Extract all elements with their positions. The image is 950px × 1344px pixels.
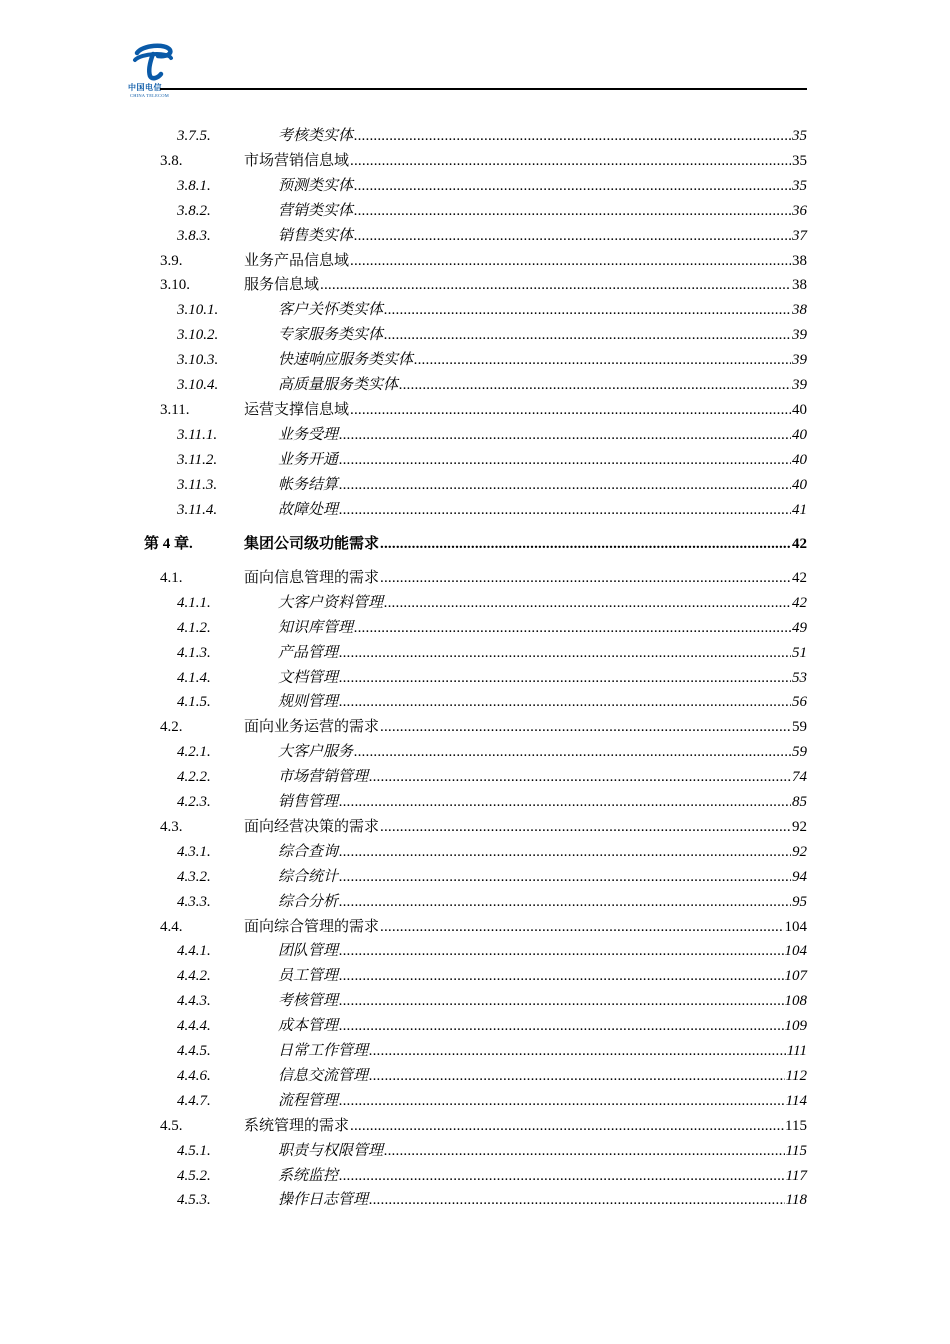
toc-dot-leader xyxy=(339,691,791,713)
toc-entry-line xyxy=(244,816,807,838)
toc-entry-title: 服务信息域 xyxy=(244,277,320,294)
toc-entry[interactable] xyxy=(0,175,950,197)
toc-entry-title: 流程管理 xyxy=(278,1092,339,1109)
toc-entry-page: 85 xyxy=(792,794,807,810)
toc-dot-leader xyxy=(339,791,791,813)
toc-entry-line xyxy=(278,349,807,371)
toc-entry-page: 42 xyxy=(792,536,807,553)
toc-dot-leader xyxy=(339,474,791,496)
toc-entry-title: 业务开通 xyxy=(278,451,339,468)
toc-entry-title: 专家服务类实体 xyxy=(278,327,384,344)
toc-entry-page: 38 xyxy=(792,302,807,319)
toc-entry-line xyxy=(244,274,807,296)
toc-entry[interactable] xyxy=(0,125,950,147)
toc-entry-line xyxy=(244,1115,807,1137)
toc-entry-page: 114 xyxy=(785,1092,807,1109)
toc-entry-number: 4.3.3. xyxy=(177,893,211,910)
toc-entry-title: 综合统计 xyxy=(278,868,339,885)
toc-entry[interactable] xyxy=(0,474,950,496)
toc-dot-leader xyxy=(354,125,791,147)
toc-dot-leader xyxy=(350,250,791,272)
toc-entry[interactable] xyxy=(0,916,950,938)
toc-entry-number: 4.4. xyxy=(160,918,183,935)
toc-entry-line xyxy=(278,324,807,346)
toc-entry[interactable] xyxy=(0,990,950,1012)
toc-entry-title: 知识库管理 xyxy=(278,619,354,636)
toc-entry[interactable] xyxy=(0,250,950,272)
toc-entry-number: 3.11. xyxy=(160,401,190,418)
toc-entry-page: 104 xyxy=(784,918,807,935)
toc-entry-title: 团队管理 xyxy=(278,943,339,960)
toc-dot-leader xyxy=(339,667,791,689)
toc-entry-page: 118 xyxy=(785,1192,807,1209)
toc-entry-page: 40 xyxy=(792,476,807,493)
toc-entry-title: 职责与权限管理 xyxy=(278,1142,384,1159)
toc-entry-title: 客户关怀类实体 xyxy=(278,302,384,319)
toc-entry-number: 4.1.2. xyxy=(177,619,211,636)
toc-entry-line xyxy=(244,916,807,938)
toc-entry[interactable] xyxy=(0,499,950,521)
toc-entry-title: 营销类实体 xyxy=(278,202,354,219)
toc-entry[interactable] xyxy=(0,1065,950,1087)
toc-entry[interactable] xyxy=(0,349,950,371)
toc-entry-page: 35 xyxy=(792,152,807,169)
toc-entry-line xyxy=(278,424,807,446)
toc-entry-line xyxy=(244,399,807,421)
toc-entry-line xyxy=(278,1165,807,1187)
toc-entry[interactable] xyxy=(0,716,950,738)
toc-entry-line xyxy=(278,741,807,763)
toc-entry-line xyxy=(278,200,807,222)
toc-entry[interactable] xyxy=(0,424,950,446)
toc-dot-leader xyxy=(350,150,791,172)
toc-entry-line xyxy=(244,250,807,272)
toc-entry[interactable] xyxy=(0,1090,950,1112)
toc-entry[interactable] xyxy=(0,741,950,763)
toc-entry-title: 日常工作管理 xyxy=(278,1043,369,1059)
toc-entry-number: 4.1.5. xyxy=(177,694,211,711)
toc-entry-title: 文档管理 xyxy=(278,669,339,686)
toc-entry-line xyxy=(278,766,807,788)
toc-entry-line xyxy=(278,940,807,962)
toc-entry-line xyxy=(244,533,807,555)
toc-entry-number: 3.8.2. xyxy=(177,202,211,219)
toc-dot-leader xyxy=(339,990,783,1012)
toc-entry-number: 3.9. xyxy=(160,252,183,269)
toc-entry-number: 3.10.1. xyxy=(177,302,219,319)
toc-dot-leader xyxy=(339,965,783,987)
toc-entry[interactable] xyxy=(0,592,950,614)
toc-entry-page: 104 xyxy=(784,943,807,960)
toc-entry-number: 4.1.3. xyxy=(177,644,211,661)
toc-entry[interactable] xyxy=(0,791,950,813)
toc-entry-title: 产品管理 xyxy=(278,644,339,661)
toc-dot-leader xyxy=(369,1065,785,1087)
toc-entry[interactable] xyxy=(0,1115,950,1137)
toc-entry-line xyxy=(278,499,807,521)
toc-entry-number: 3.11.1. xyxy=(177,426,218,443)
toc-entry[interactable] xyxy=(0,667,950,689)
toc-entry-title: 销售类实体 xyxy=(278,227,354,244)
toc-entry-page: 42 xyxy=(792,569,807,586)
toc-entry-title: 考核类实体 xyxy=(278,128,354,144)
toc-entry-number: 4.3.2. xyxy=(177,868,211,885)
logo-chinese-text: 中国电信 xyxy=(128,83,162,92)
toc-entry-line xyxy=(278,1040,807,1062)
toc-dot-leader xyxy=(339,866,791,888)
toc-dot-leader xyxy=(339,642,791,664)
toc-entry-page: 39 xyxy=(792,377,807,393)
toc-entry[interactable] xyxy=(0,866,950,888)
toc-entry-page: 109 xyxy=(784,1018,807,1035)
toc-entry-title: 故障处理 xyxy=(278,501,339,518)
toc-entry-number: 4.4.7. xyxy=(177,1092,211,1109)
toc-entry-title: 市场营销信息域 xyxy=(244,152,350,169)
toc-entry-title: 综合查询 xyxy=(278,843,339,860)
toc-entry-number: 4.4.2. xyxy=(177,968,211,985)
toc-entry[interactable] xyxy=(0,374,950,396)
toc-entry[interactable] xyxy=(0,617,950,639)
toc-entry-title: 员工管理 xyxy=(278,968,339,985)
toc-entry-number: 3.10.2. xyxy=(177,327,219,344)
toc-entry-number: 4.1.4. xyxy=(177,669,211,686)
toc-dot-leader xyxy=(380,916,783,938)
toc-entry-page: 38 xyxy=(792,277,807,294)
toc-entry-page: 112 xyxy=(785,1067,807,1084)
toc-dot-leader xyxy=(339,1090,785,1112)
toc-entry[interactable] xyxy=(0,449,950,471)
toc-dot-leader xyxy=(369,766,791,788)
toc-dot-leader xyxy=(380,533,791,555)
toc-dot-leader xyxy=(350,1115,784,1137)
toc-entry-page: 111 xyxy=(786,1043,807,1059)
toc-dot-leader xyxy=(354,175,791,197)
toc-entry[interactable] xyxy=(0,533,950,555)
toc-dot-leader xyxy=(339,891,791,913)
toc-entry-page: 115 xyxy=(785,1117,807,1134)
toc-dot-leader xyxy=(339,1165,785,1187)
toc-entry-page: 40 xyxy=(792,401,807,418)
toc-dot-leader xyxy=(354,617,791,639)
toc-entry[interactable] xyxy=(0,1189,950,1211)
toc-dot-leader xyxy=(339,1015,783,1037)
toc-dot-leader xyxy=(380,816,791,838)
toc-entry-line xyxy=(278,175,807,197)
toc-entry-title: 面向经营决策的需求 xyxy=(244,818,380,835)
toc-entry[interactable] xyxy=(0,324,950,346)
toc-entry-title: 业务受理 xyxy=(278,426,339,443)
toc-entry-line xyxy=(278,891,807,913)
toc-entry-page: 41 xyxy=(792,501,807,518)
toc-entry-line xyxy=(278,642,807,664)
toc-entry-number: 4.4.3. xyxy=(177,993,211,1010)
toc-entry-number: 3.11.4. xyxy=(177,501,218,518)
toc-entry[interactable] xyxy=(0,841,950,863)
toc-entry-title: 规则管理 xyxy=(278,694,339,711)
toc-entry[interactable] xyxy=(0,965,950,987)
toc-dot-leader xyxy=(369,1040,786,1062)
toc-entry-line xyxy=(278,866,807,888)
toc-entry-page: 40 xyxy=(792,426,807,443)
toc-entry-line xyxy=(278,617,807,639)
toc-entry-page: 95 xyxy=(792,893,807,910)
toc-entry-number: 4.2. xyxy=(160,719,183,736)
toc-entry-line xyxy=(278,299,807,321)
toc-entry[interactable] xyxy=(0,766,950,788)
toc-entry-title: 业务产品信息域 xyxy=(244,252,350,269)
toc-entry-line xyxy=(278,791,807,813)
toc-entry-line xyxy=(244,567,807,589)
toc-entry-line xyxy=(244,716,807,738)
toc-entry-line xyxy=(278,592,807,614)
toc-dot-leader xyxy=(320,274,791,296)
toc-entry-number: 4.4.5. xyxy=(177,1043,211,1059)
toc-dot-leader xyxy=(384,592,791,614)
toc-entry-number: 4.2.2. xyxy=(177,769,211,786)
toc-entry-page: 59 xyxy=(792,744,807,761)
toc-entry[interactable] xyxy=(0,940,950,962)
toc-dot-leader xyxy=(354,200,791,222)
toc-entry-line xyxy=(278,474,807,496)
toc-entry-number: 3.8.3. xyxy=(177,227,211,244)
toc-entry-number: 3.10.4. xyxy=(177,377,219,393)
toc-entry-line xyxy=(244,150,807,172)
toc-entry-title: 集团公司级功能需求 xyxy=(244,536,380,553)
toc-entry-page: 51 xyxy=(792,644,807,661)
toc-dot-leader xyxy=(380,716,791,738)
toc-entry[interactable] xyxy=(0,816,950,838)
toc-entry-line xyxy=(278,374,807,396)
toc-entry-number: 4.5.3. xyxy=(177,1192,211,1209)
header-divider xyxy=(160,88,807,90)
toc-entry-line xyxy=(278,1140,807,1162)
toc-entry-title: 帐务结算 xyxy=(278,476,339,493)
toc-entry-number: 4.2.3. xyxy=(177,794,211,810)
toc-entry[interactable] xyxy=(0,567,950,589)
toc-entry-number: 4.1.1. xyxy=(177,594,211,611)
toc-entry[interactable] xyxy=(0,299,950,321)
toc-entry-line xyxy=(278,1189,807,1211)
toc-entry-page: 94 xyxy=(792,868,807,885)
toc-entry-title: 操作日志管理 xyxy=(278,1192,369,1209)
toc-entry-line xyxy=(278,841,807,863)
toc-entry-page: 115 xyxy=(785,1142,807,1159)
toc-entry-line xyxy=(278,1090,807,1112)
toc-entry-line xyxy=(278,990,807,1012)
toc-entry-page: 74 xyxy=(792,769,807,786)
toc-entry-page: 117 xyxy=(785,1167,807,1184)
toc-entry-number: 4.4.4. xyxy=(177,1018,211,1035)
toc-entry-line xyxy=(278,965,807,987)
toc-dot-leader xyxy=(339,499,791,521)
toc-entry-number: 3.8. xyxy=(160,152,183,169)
toc-entry-page: 42 xyxy=(792,594,807,611)
logo-english-text: CHINA TELECOM xyxy=(130,93,169,98)
toc-entry-page: 40 xyxy=(792,451,807,468)
toc-entry[interactable] xyxy=(0,1015,950,1037)
toc-entry-number: 4.4.6. xyxy=(177,1067,211,1084)
toc-dot-leader xyxy=(414,349,791,371)
toc-entry-number: 4.3.1. xyxy=(177,843,211,860)
toc-dot-leader xyxy=(369,1189,785,1211)
toc-entry-title: 考核管理 xyxy=(278,993,339,1010)
toc-dot-leader xyxy=(339,940,783,962)
toc-entry-title: 销售管理 xyxy=(278,794,339,810)
toc-entry-page: 49 xyxy=(792,619,807,636)
toc-entry-number: 4.5.1. xyxy=(177,1142,211,1159)
toc-entry[interactable] xyxy=(0,200,950,222)
toc-entry[interactable] xyxy=(0,150,950,172)
toc-entry[interactable] xyxy=(0,891,950,913)
toc-entry-page: 92 xyxy=(792,818,807,835)
toc-entry[interactable] xyxy=(0,1040,950,1062)
toc-entry-page: 35 xyxy=(792,177,807,194)
toc-dot-leader xyxy=(384,299,791,321)
toc-dot-leader xyxy=(384,1140,785,1162)
toc-entry-title: 高质量服务类实体 xyxy=(278,377,399,393)
toc-entry-title: 运营支撑信息域 xyxy=(244,401,350,418)
toc-entry[interactable] xyxy=(0,399,950,421)
toc-entry-page: 56 xyxy=(792,694,807,711)
toc-dot-leader xyxy=(399,374,791,396)
toc-entry-page: 36 xyxy=(792,202,807,219)
toc-entry-page: 38 xyxy=(792,252,807,269)
toc-entry-number: 3.10. xyxy=(160,277,190,294)
toc-entry-title: 大客户资料管理 xyxy=(278,594,384,611)
toc-entry-title: 系统管理的需求 xyxy=(244,1117,350,1134)
toc-entry-line xyxy=(278,667,807,689)
toc-entry-title: 快速响应服务类实体 xyxy=(278,352,414,369)
toc-entry-title: 成本管理 xyxy=(278,1018,339,1035)
toc-dot-leader xyxy=(339,841,791,863)
toc-entry-number: 3.11.2. xyxy=(177,451,218,468)
toc-dot-leader xyxy=(350,399,791,421)
toc-entry-line xyxy=(278,125,807,147)
toc-dot-leader xyxy=(339,424,791,446)
china-telecom-logo xyxy=(128,40,180,100)
toc-entry[interactable] xyxy=(0,1165,950,1187)
toc-entry-title: 系统监控 xyxy=(278,1167,339,1184)
toc-dot-leader xyxy=(384,324,791,346)
toc-entry-title: 面向业务运营的需求 xyxy=(244,719,380,736)
toc-entry[interactable] xyxy=(0,225,950,247)
toc-entry-title: 面向综合管理的需求 xyxy=(244,918,380,935)
toc-entry-number: 3.7.5. xyxy=(177,128,211,144)
toc-entry-page: 39 xyxy=(792,327,807,344)
toc-entry-title: 大客户服务 xyxy=(278,744,354,761)
toc-entry-title: 面向信息管理的需求 xyxy=(244,569,380,586)
toc-entry-page: 35 xyxy=(792,128,807,144)
toc-dot-leader xyxy=(380,567,791,589)
toc-entry-line xyxy=(278,225,807,247)
toc-entry-page: 39 xyxy=(792,352,807,369)
toc-entry-title: 信息交流管理 xyxy=(278,1067,369,1084)
toc-entry-page: 107 xyxy=(784,968,807,985)
toc-entry[interactable] xyxy=(0,274,950,296)
toc-entry-number: 4.4.1. xyxy=(177,943,211,960)
toc-entry-page: 59 xyxy=(792,719,807,736)
toc-entry-page: 92 xyxy=(792,843,807,860)
toc-dot-leader xyxy=(339,449,791,471)
toc-entry-number: 4.5. xyxy=(160,1117,183,1134)
page-header xyxy=(0,0,950,100)
toc-entry-title: 预测类实体 xyxy=(278,177,354,194)
toc-entry-page: 108 xyxy=(784,993,807,1010)
toc-entry-number: 3.10.3. xyxy=(177,352,219,369)
toc-entry-title: 综合分析 xyxy=(278,893,339,910)
toc-entry-title: 市场营销管理 xyxy=(278,769,369,786)
toc-entry-number: 第 4 章. xyxy=(144,536,193,553)
toc-entry-line xyxy=(278,449,807,471)
toc-dot-leader xyxy=(354,741,791,763)
toc-entry-number: 4.3. xyxy=(160,818,183,835)
toc-dot-leader xyxy=(354,225,791,247)
toc-entry-number: 4.2.1. xyxy=(177,744,211,761)
toc-entry-line xyxy=(278,1015,807,1037)
toc-entry-number: 4.5.2. xyxy=(177,1167,211,1184)
telecom-swirl-icon xyxy=(128,40,180,82)
toc-entry-line xyxy=(278,691,807,713)
toc-entry[interactable] xyxy=(0,1140,950,1162)
toc-entry[interactable] xyxy=(0,691,950,713)
toc-entry[interactable] xyxy=(0,642,950,664)
toc-entry-line xyxy=(278,1065,807,1087)
toc-entry-page: 53 xyxy=(792,669,807,686)
toc-entry-number: 3.11.3. xyxy=(177,476,218,493)
toc-entry-page: 37 xyxy=(792,227,807,244)
toc-entry-number: 3.8.1. xyxy=(177,177,211,194)
toc-entry-number: 4.1. xyxy=(160,569,183,586)
